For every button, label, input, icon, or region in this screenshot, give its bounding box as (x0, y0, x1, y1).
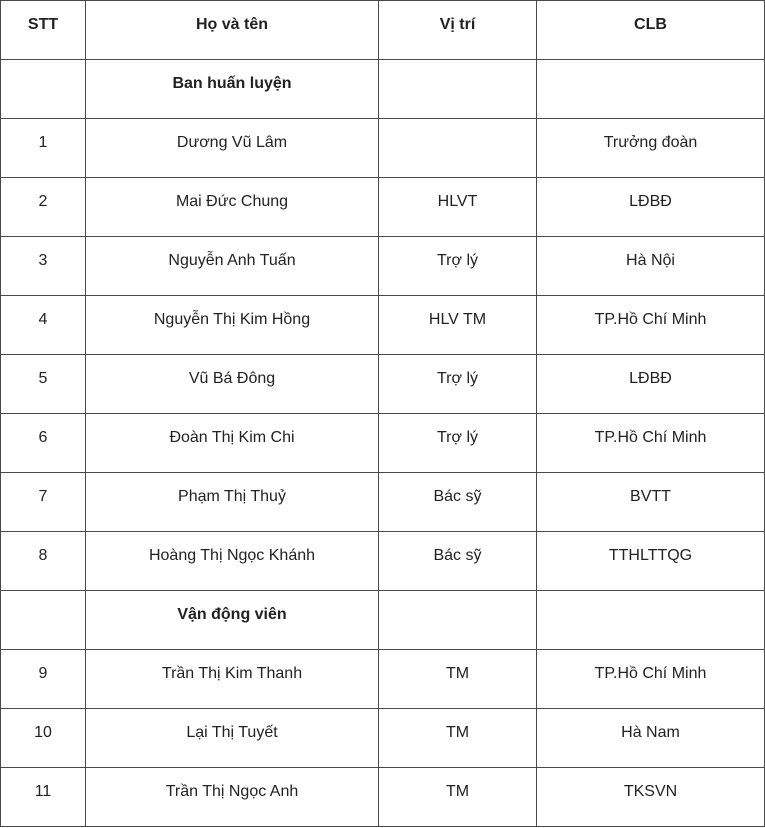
table-row (1, 355, 765, 414)
section-club-cell (537, 60, 765, 119)
cell-name: Vũ Bá Đông (86, 355, 379, 414)
cell-stt: 2 (1, 178, 86, 237)
header-row (1, 1, 765, 60)
table-row (1, 237, 765, 296)
section-title-athletes: Vận động viên (86, 591, 379, 650)
cell-position: HLV TM (379, 296, 537, 355)
cell-name: Trần Thị Ngọc Anh (86, 768, 379, 827)
section-stt-cell (1, 60, 86, 119)
cell-position: Trợ lý (379, 355, 537, 414)
header-club: CLB (537, 1, 765, 60)
cell-name: Lại Thị Tuyết (86, 709, 379, 768)
cell-club: BVTT (537, 473, 765, 532)
cell-name: Nguyễn Anh Tuấn (86, 237, 379, 296)
section-club-cell (537, 591, 765, 650)
cell-club: TP.Hồ Chí Minh (537, 296, 765, 355)
cell-club: TKSVN (537, 768, 765, 827)
cell-stt: 6 (1, 414, 86, 473)
cell-stt: 3 (1, 237, 86, 296)
cell-position: TM (379, 650, 537, 709)
cell-club: Hà Nam (537, 709, 765, 768)
header-stt: STT (1, 1, 86, 60)
cell-name: Mai Đức Chung (86, 178, 379, 237)
table-row (1, 650, 765, 709)
cell-position: Trợ lý (379, 237, 537, 296)
section-position-cell (379, 591, 537, 650)
cell-club: Hà Nội (537, 237, 765, 296)
table-row (1, 296, 765, 355)
table-row (1, 473, 765, 532)
cell-club: Trưởng đoàn (537, 119, 765, 178)
table-row (1, 119, 765, 178)
cell-name: Đoàn Thị Kim Chi (86, 414, 379, 473)
cell-position: Bác sỹ (379, 532, 537, 591)
section-position-cell (379, 60, 537, 119)
cell-name: Trần Thị Kim Thanh (86, 650, 379, 709)
cell-position (379, 119, 537, 178)
cell-club: TP.Hồ Chí Minh (537, 650, 765, 709)
header-position: Vị trí (379, 1, 537, 60)
cell-club: TP.Hồ Chí Minh (537, 414, 765, 473)
cell-stt: 7 (1, 473, 86, 532)
cell-name: Hoàng Thị Ngọc Khánh (86, 532, 379, 591)
cell-position: Trợ lý (379, 414, 537, 473)
table-row (1, 709, 765, 768)
cell-stt: 10 (1, 709, 86, 768)
cell-stt: 11 (1, 768, 86, 827)
cell-stt: 4 (1, 296, 86, 355)
table-row (1, 414, 765, 473)
cell-name: Dương Vũ Lâm (86, 119, 379, 178)
cell-stt: 1 (1, 119, 86, 178)
section-row-athletes (1, 591, 765, 650)
cell-club: TTHLTTQG (537, 532, 765, 591)
cell-stt: 5 (1, 355, 86, 414)
cell-position: HLVT (379, 178, 537, 237)
cell-position: TM (379, 768, 537, 827)
cell-stt: 9 (1, 650, 86, 709)
cell-club: LĐBĐ (537, 355, 765, 414)
cell-club: LĐBĐ (537, 178, 765, 237)
table-row (1, 178, 765, 237)
section-stt-cell (1, 591, 86, 650)
cell-position: TM (379, 709, 537, 768)
table-row (1, 768, 765, 827)
header-name: Họ và tên (86, 1, 379, 60)
cell-position: Bác sỹ (379, 473, 537, 532)
section-row-staff (1, 60, 765, 119)
cell-name: Phạm Thị Thuỷ (86, 473, 379, 532)
cell-name: Nguyễn Thị Kim Hồng (86, 296, 379, 355)
cell-stt: 8 (1, 532, 86, 591)
section-title-staff: Ban huấn luyện (86, 60, 379, 119)
table-row (1, 532, 765, 591)
